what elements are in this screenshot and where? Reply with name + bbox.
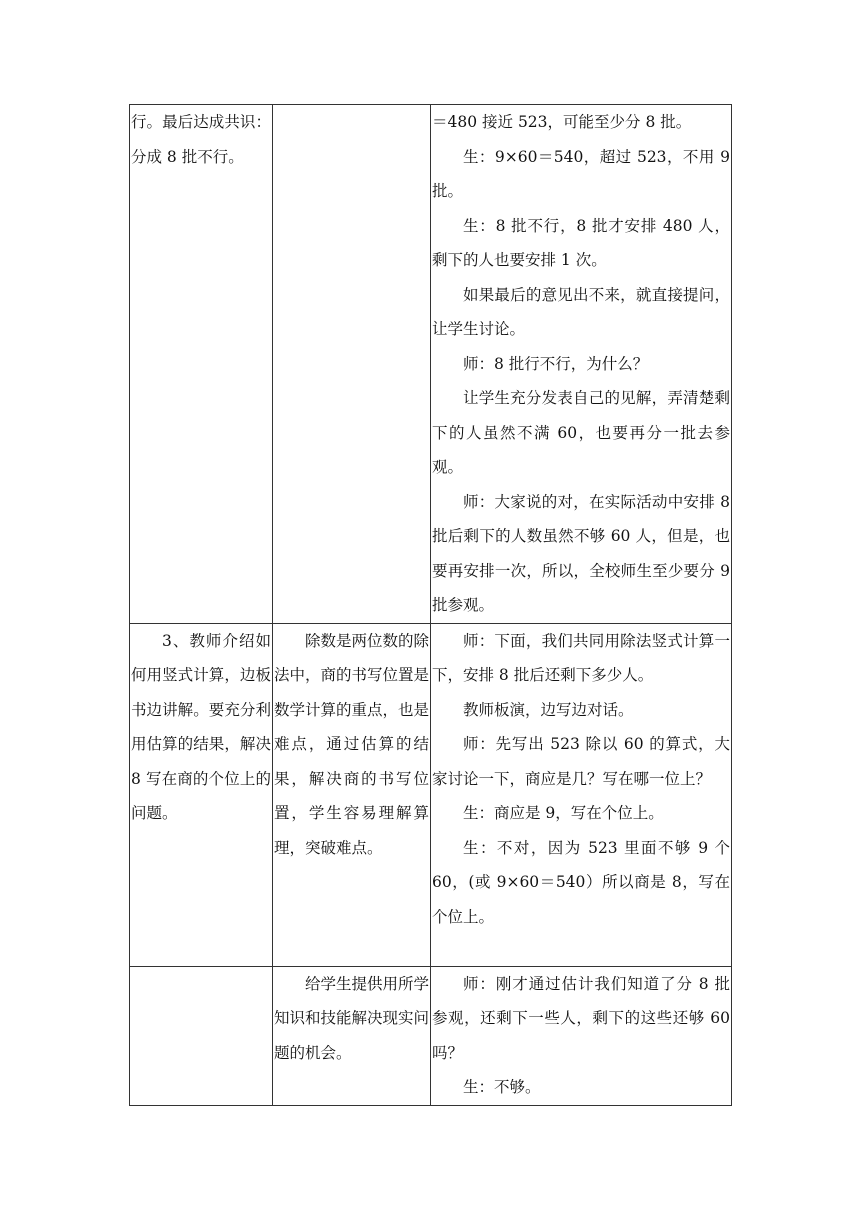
cell-paragraph: 生：商应是 9，写在个位上。 — [463, 804, 664, 822]
lesson-plan-table — [129, 104, 732, 1106]
teaching-process-cell — [130, 105, 273, 624]
cell-paragraph: 师：下面，我们共同用除法竖式计算一下，安排 8 批后还剩下多少人。 — [432, 631, 730, 684]
cell-paragraph: 生：8 批不行，8 批才安排 480 人，剩下的人也要安排 1 次。 — [432, 216, 730, 269]
classroom-dialogue-cell — [431, 966, 732, 1105]
design-intent-cell — [273, 623, 431, 966]
table-row — [130, 105, 732, 624]
design-intent-cell — [273, 966, 431, 1105]
cell-paragraph: 师：刚才通过估计我们知道了分 8 批参观，还剩下一些人，剩下的这些还够 60 吗？ — [432, 974, 730, 1062]
table-row — [130, 623, 732, 966]
cell-paragraph: 教师板演，边写边对话。 — [463, 700, 634, 719]
table-body — [130, 105, 732, 1106]
cell-paragraph: 师：大家说的对，在实际活动中安排 8 批后剩下的人数虽然不够 60 人，但是，也要再安排一次，所以，全校师生至少要分 9 批参观。 — [432, 492, 730, 614]
cell-paragraph: 行。最后达成共识：分成 8 批不行。 — [131, 113, 271, 166]
cell-paragraph: 师：先写出 523 除以 60 的算式，大家讨论一下，商应是几？写在哪一位上？ — [432, 735, 730, 788]
cell-paragraph: 生：不对，因为 523 里面不够 9 个 60，(或 9×60＝540）所以商是 8，写在个位上。 — [432, 838, 730, 926]
cell-paragraph: 给学生提供用所学知识和技能解决现实问题的机会。 — [274, 974, 430, 1062]
cell-paragraph: 生：不够。 — [463, 1078, 541, 1096]
teaching-process-cell — [130, 623, 273, 966]
cell-paragraph: 如果最后的意见出不来，就直接提问，让学生讨论。 — [432, 285, 730, 338]
design-intent-cell — [273, 105, 431, 624]
classroom-dialogue-cell — [431, 623, 732, 966]
cell-paragraph: 生：9×60＝540，超过 523，不用 9 批。 — [432, 147, 730, 200]
classroom-dialogue-cell — [431, 105, 732, 624]
cell-paragraph: 除数是两位数的除法中，商的书写位置是数学计算的重点，也是难点，通过估算的结果，解决商的书写位置，学生容易理解算理，突破难点。 — [274, 631, 430, 857]
cell-paragraph: ＝480 接近 523，可能至少分 8 批。 — [432, 113, 692, 131]
cell-paragraph: 让学生充分发表自己的见解，弄清楚剩下的人虽然不满 60，也要再分一批去参观。 — [432, 389, 730, 476]
cell-paragraph: 师：8 批行不行，为什么？ — [463, 354, 649, 373]
cell-paragraph: 3、教师介绍如何用竖式计算，边板书边讲解。要充分利用估算的结果，解决 8 写在商的个位上的问题。 — [131, 631, 271, 822]
table-row — [130, 966, 732, 1105]
teaching-process-cell — [130, 966, 273, 1105]
